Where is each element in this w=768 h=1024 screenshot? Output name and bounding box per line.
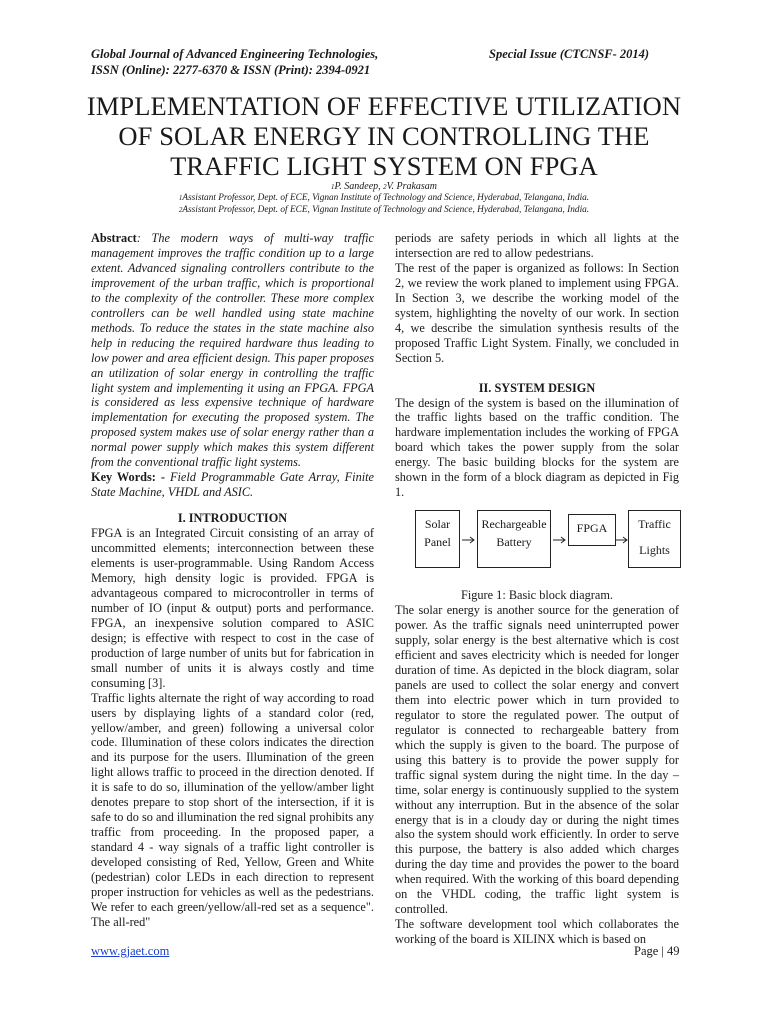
body-paragraph: The software development tool which collaborates the working of the board is XILINX which is based on (395, 917, 679, 947)
block-traffic-lights (628, 510, 681, 568)
affiliation-sup: 2 (178, 206, 183, 214)
block-label: Lights (639, 543, 670, 557)
paper-title (70, 91, 698, 181)
right-column (395, 231, 679, 947)
block-fpga (568, 514, 616, 546)
title-line: IMPLEMENTATION OF EFFECTIVE UTILIZATION (86, 91, 682, 121)
figure-caption: Figure 1: Basic block diagram. (461, 588, 613, 603)
intro-paragraph: FPGA is an Integrated Circuit consisting of an array of uncommitted elements; interconnection between these elements is user-programmable. Using Random Access Memory, high density logic is provided. FPGA is advantageous compared to microcontroller in terms of number of IO (input & output) ports and performance. FPGA, an inexpensive solution compared to ASIC design; is effective with respect to cost in the case of production of large number of units but for fabrication in small number of units it is always costly and time consuming [3]. (91, 526, 374, 690)
abstract (91, 231, 374, 470)
block-label: Rechargeable (481, 517, 547, 531)
author-sup: 2 (383, 183, 387, 191)
author-sup: 1 (330, 183, 335, 191)
section-heading-introduction: I. INTRODUCTION (177, 511, 288, 526)
author-name: P. Sandeep, (334, 181, 381, 192)
block-label: Traffic (638, 517, 671, 531)
block-solar-panel (415, 510, 460, 568)
body-paragraph: The solar energy is another source for the generation of power. As the traffic signals need uninterrupted power supply, solar energy is the best alternative which is cost efficient and saves electricity which is needed for longer duration of time. As depicted in the block diagram, solar panels are used to collect the solar energy and convert them into electric power which in turn provided to regulator to store the regulated power. The output of regulator is connected to rechargeable battery from which the supply is given to the board. The purpose of using this battery is to provide the power supply for traffic signal system during the night time. In the day – time, solar energy is continuously supplied to the system without any interruption. But in the absence of the solar energy that is in a cloudy day or during the night times also the system should work efficiently. In order to serve this purpose, the battery is also added which charges during the day time and provides the power to the board when required. With the working of this board depending on the VHDL coding, the traffic light system is controlled. (395, 603, 679, 917)
affiliation (0, 193, 768, 204)
body-paragraph: The rest of the paper is organized as follows: In Section 2, we review the work planed to implement using FPGA. In Section 3, we describe the working model of the system, highlighting the novelty of our work. In section 4, we describe the simulation synthesis results of the proposed Traffic Light System. Finally, we concluded in Section 5. (395, 260, 679, 365)
title-line: TRAFFIC LIGHT SYSTEM ON FPGA (170, 151, 598, 181)
keywords-text: Field Programmable Gate Array, Finite State Machine, VHDL and ASIC. (91, 470, 375, 500)
block-label: FPGA (576, 521, 608, 535)
body-paragraph: The design of the system is based on the illumination of the traffic lights based on the traffic condition. The hardware implementation includes the working of FPGA board which takes the power supply from the solar energy. The basic building blocks for the system are shown in the form of a block diagram as depicted in Fig 1. (395, 395, 679, 500)
left-column (91, 231, 374, 930)
page-number: Page | 49 (634, 944, 680, 958)
affiliation-text: Assistant Professor, Dept. of ECE, Vignan Institute of Technology and Science, Hyderabad, Telangana, India. (182, 205, 590, 215)
block-diagram (395, 508, 685, 578)
arrow-icon (615, 536, 629, 544)
block-rechargeable-battery (477, 510, 551, 568)
affiliation-sup: 1 (178, 194, 183, 202)
intro-paragraph: Traffic lights alternate the right of way according to road users by displaying lights of a standard color (red, yellow/amber, and green) following a universal color code. Illumination of these colors indicates the direction and its purpose for the users. Illumination of the green light allows traffic to proceed in the direction denoted. If it is safe to do so, illumination of the yellow/amber light denotes prepare to stop short of the intersection, if it is safe to do so and illumination the red signal prohibits any traffic from proceeding. In the proposed paper, a standard 4 - way signals of a traffic light controller is developed consisting of Red, Yellow, Green and White (pedestrian) color LEDs in each direction to represent proper instruction for vehicles as well as the pedestrians. We refer to each green/yellow/all-red set as a sequence". The all-red" (91, 690, 374, 929)
journal-name: Global Journal of Advanced Engineering Technologies, (91, 47, 379, 61)
arrow-icon (462, 536, 476, 544)
title-line: OF SOLAR ENERGY IN CONTROLLING THE (118, 121, 650, 151)
arrow-icon (553, 536, 567, 544)
affiliation-text: Assistant Professor, Dept. of ECE, Vignan Institute of Technology and Science, Hyderabad, Telangana, India. (182, 193, 590, 203)
journal-issn: ISSN (Online): 2277-6370 & ISSN (Print): 2394-0921 (91, 63, 371, 77)
block-label: Solar (424, 517, 451, 531)
block-label: Battery (496, 535, 532, 549)
abstract-label: Abstract (91, 231, 137, 245)
journal-website-link[interactable]: www.gjaet.com (91, 944, 170, 958)
affiliation (0, 205, 768, 216)
body-paragraph: periods are safety periods in which all lights at the intersection are red to allow pedestrians. (395, 231, 679, 260)
block-label: Panel (424, 535, 451, 549)
author-name: V. Prakasam (386, 181, 438, 192)
keywords-label: Key Words: - (91, 470, 165, 485)
abstract-text: : The modern ways of multi-way traffic management improves the traffic condition up to a large extent. Advanced signaling controllers contribute to the improvement of the urban traffic, which is proportional to the complexity of the controller. These more complex controllers can be well handled using state machine methods. To reduce the states in the state machine also help in reducing the required hardware thus leading to low power and area efficient design. This paper proposes an utilization of solar energy in controlling the traffic light system and implementing it using an FPGA. FPGA is considered as less expensive technique of hardware implementation for executing the proposed system. The proposed system makes use of solar energy rather than a normal power supply which makes this system different from the conventional traffic light systems. (91, 231, 374, 470)
author-list (0, 181, 768, 193)
special-issue: Special Issue (CTCNSF- 2014) (489, 47, 650, 61)
section-heading-system-design: II. SYSTEM DESIGN (478, 380, 596, 395)
keywords (91, 470, 374, 500)
